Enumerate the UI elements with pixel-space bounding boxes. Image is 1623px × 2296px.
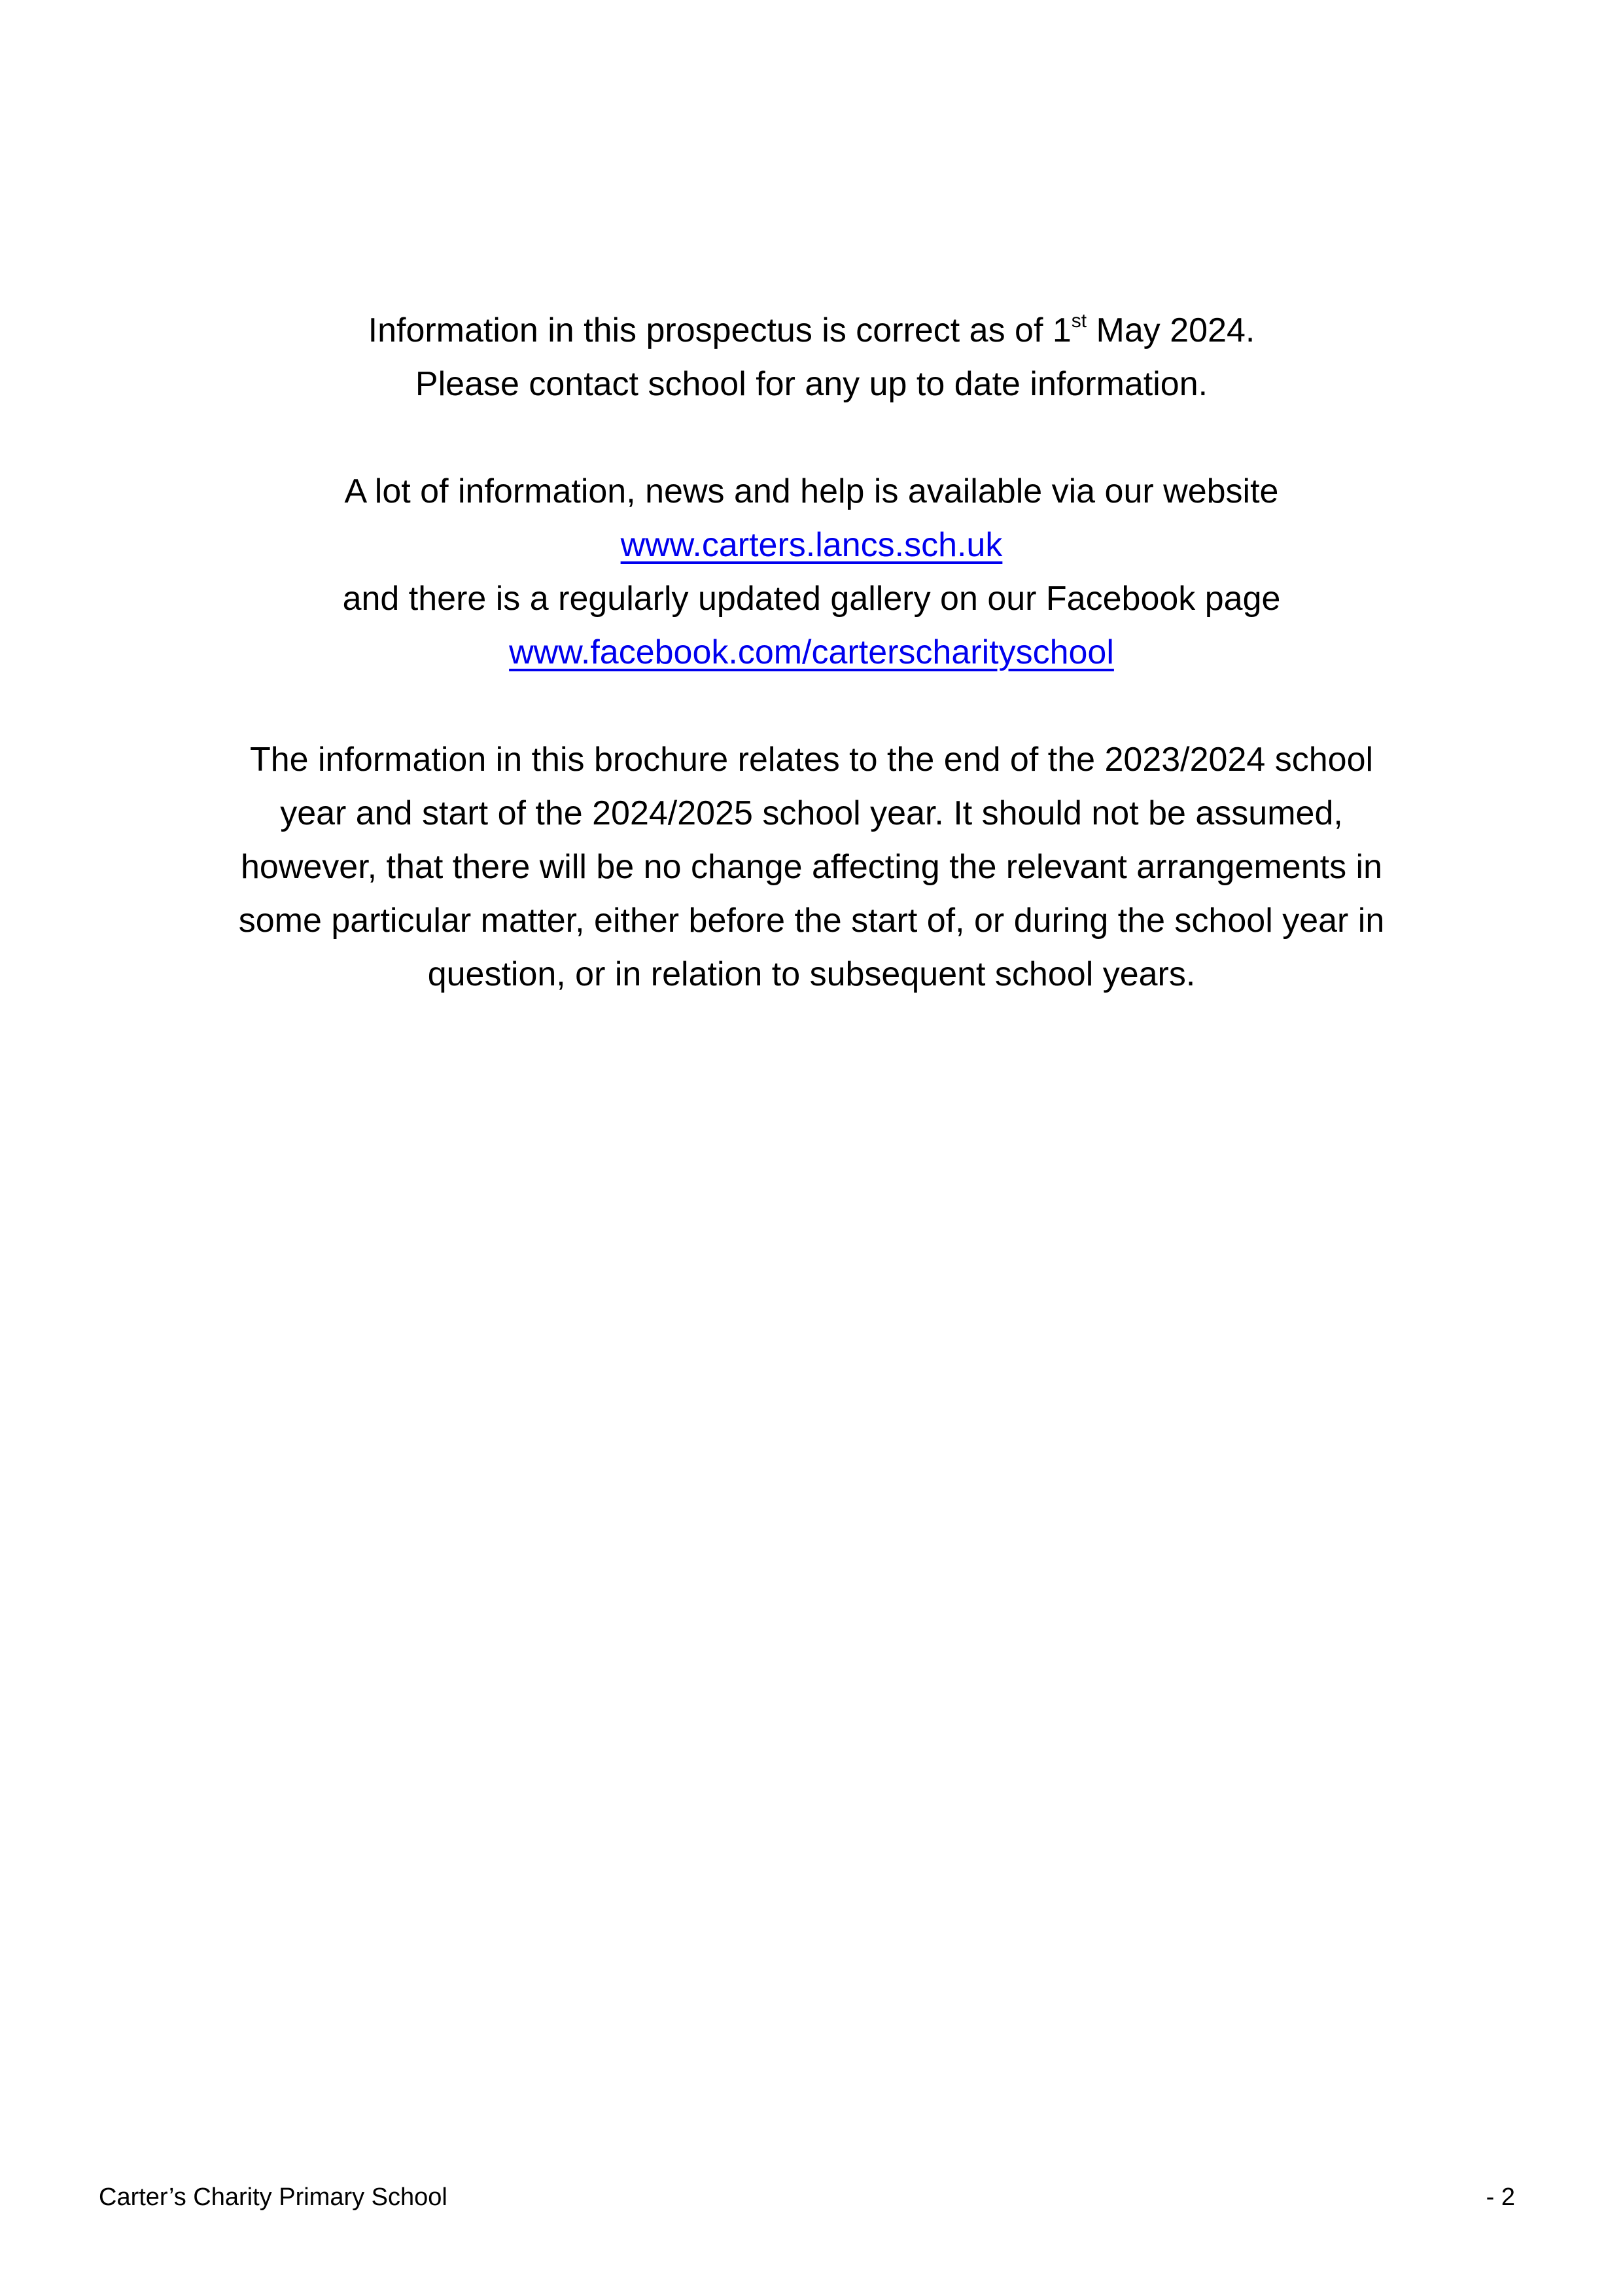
footer-page-number: - 2 (1486, 2183, 1515, 2211)
website-intro: A lot of information, news and help is available via our website (344, 472, 1279, 510)
disclaimer-line: question, or in relation to subsequent school years. (427, 955, 1196, 993)
notice-line-2: Please contact school for any up to date information. (415, 365, 1208, 403)
disclaimer-line: some particular matter, either before the start of, or during the school year in (238, 902, 1385, 940)
disclaimer-line: year and start of the 2024/2025 school year. It should not be assumed, (280, 794, 1343, 832)
footer-school-name: Carter’s Charity Primary School (99, 2183, 447, 2211)
notice-line-1: Information in this prospectus is correct as of 1st May 2024. (368, 310, 1255, 349)
disclaimer-block (0, 733, 1623, 1001)
disclaimer-line: however, that there will be no change affecting the relevant arrangements in (240, 848, 1383, 886)
links-block (0, 465, 1623, 679)
notice-block (0, 304, 1623, 411)
facebook-link[interactable]: www.facebook.com/carterscharityschool (509, 633, 1114, 671)
website-link[interactable]: www.carters.lancs.sch.uk (620, 526, 1003, 564)
facebook-intro: and there is a regularly updated gallery on our Facebook page (342, 580, 1281, 618)
disclaimer-line: The information in this brochure relates to the end of the 2023/2024 school (249, 741, 1374, 779)
